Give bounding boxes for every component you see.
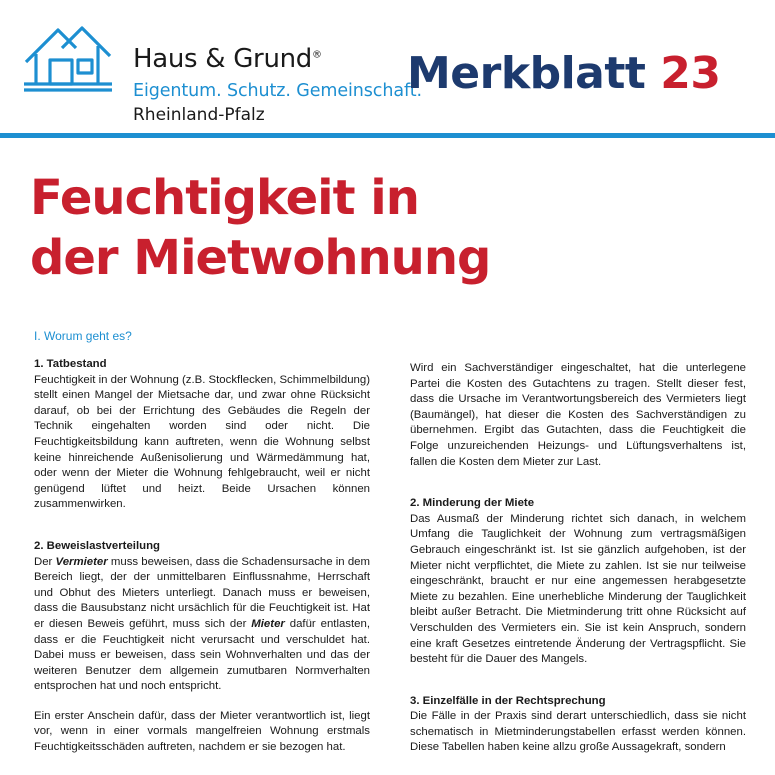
sheet-title: Merkblatt 23 — [407, 48, 721, 99]
paragraph: Das Ausmaß der Minderung richtet sich danach, in welchem Umfang die Tauglichkeit der Wohnung zum vertragsmäßigen Gebrauch eingeschränkt ist. Ist sie gänzlich aufgehoben, ist der Mieter nicht verpflichtet, die Miete zu zahlen. Ist sie nur teilweise eingeschränkt, braucht er nur eine angemessen herabgesetzte Miete zu bezahlen. Eine unerhebliche Minderung der Tauglichkeit bleibt außer Betracht. Die Mietminderung tritt ohne Rücksicht auf Verschulden des Vermieters ein. Sie ist kein Anspruch, sondern eine kraft Gesetzes eintretende Änderung der Vertragspflicht. Sie besteht für die Dauer des Mangels. — [410, 512, 746, 666]
sheet-number: 23 — [660, 48, 721, 99]
section-heading: I. Worum geht es? — [34, 329, 132, 343]
subsection-heading: 3. Einzelfälle in der Rechtsprechung — [410, 694, 606, 707]
brand-name: Haus & Grund® — [133, 44, 322, 74]
house-logo-icon — [22, 22, 114, 96]
brand-region: Rheinland-Pfalz — [133, 105, 265, 125]
right-column — [410, 361, 746, 756]
brand-tagline: Eigentum. Schutz. Gemeinschaft. — [133, 81, 422, 101]
paragraph: Wird ein Sachverständiger eingeschaltet, hat die unterlegene Partei die Kosten des Gutachtens zu tragen. Stellt dieser fest, dass die Ursache im Verantwortungsbereich des Vermieters liegt (Baumängel), hat dieser die Kosten des Sachverständigen zu übernehmen. Ergibt das Gutachten, dass die Feuchtigkeit die Folge unzureichenden Heizungs- und Lüftungsverhaltens ist, fallen die Kosten dem Mieter zur Last. — [410, 362, 746, 468]
header-divider — [0, 133, 775, 138]
subsection-heading: 2. Minderung der Miete — [410, 497, 535, 510]
page-title: Feuchtigkeit in der Mietwohnung — [30, 170, 491, 286]
paragraph: Ein erster Anschein dafür, dass der Mieter verantwortlich ist, liegt vor, wenn in einer vormals mangelfreien Wohnung erstmals Feuchtigkeitsschäden auftreten, nachdem er sie bezogen hat. — [34, 709, 370, 754]
paragraph: Die Fälle in der Praxis sind derart unterschiedlich, dass sie nicht schematisch in Mietminderungstabellen erfasst werden können. Diese Tabellen haben keine allzu große Aussagekraft, sondern — [410, 710, 746, 754]
left-column — [34, 357, 370, 756]
subsection-heading: 1. Tatbestand — [34, 358, 107, 370]
paragraph: Feuchtigkeit in der Wohnung (z.B. Stockflecken, Schimmelbildung) stellt einen Mangel der Mietsache dar, und zwar ohne Rücksicht darauf, ob bei der Errichtung des Gebäudes die Regeln der Technik eingehalten worden sind oder nicht. Die Feuchtigkeitsbildung kann auftreten, wenn die Wohnung selbst keine hinreichende Außenisolierung und Wärmedämmung hat, oder wenn der Mieter die Wohnung fehlgebraucht, weil er nicht genügend lüftet und heizt. Beide Ursachen können zusammenwirken. — [34, 373, 370, 511]
subsection-heading: 2. Beweislastverteilung — [34, 539, 160, 552]
paragraph: Der Vermieter muss beweisen, dass die Schadensursache in dem Bereich liegt, der der unmittelbaren Einflussnahme, Herrschaft und Obhut des Mieters unterliegt. Danach muss er beweisen, dass die Bausubstanz nicht ursächlich für die Feuchtigkeit ist. Hat er diesen Beweis geführt, muss sich der Mieter dafür entlasten, dass er die Feuchtigkeit nicht verursacht und verschuldet hat. Dabei muss er beweisen, dass sein Wohnverhalten und das der weiteren Benutzer dem allgemein zumutbaren Normverhalten entsprochen hat und noch entspricht. — [34, 555, 370, 693]
